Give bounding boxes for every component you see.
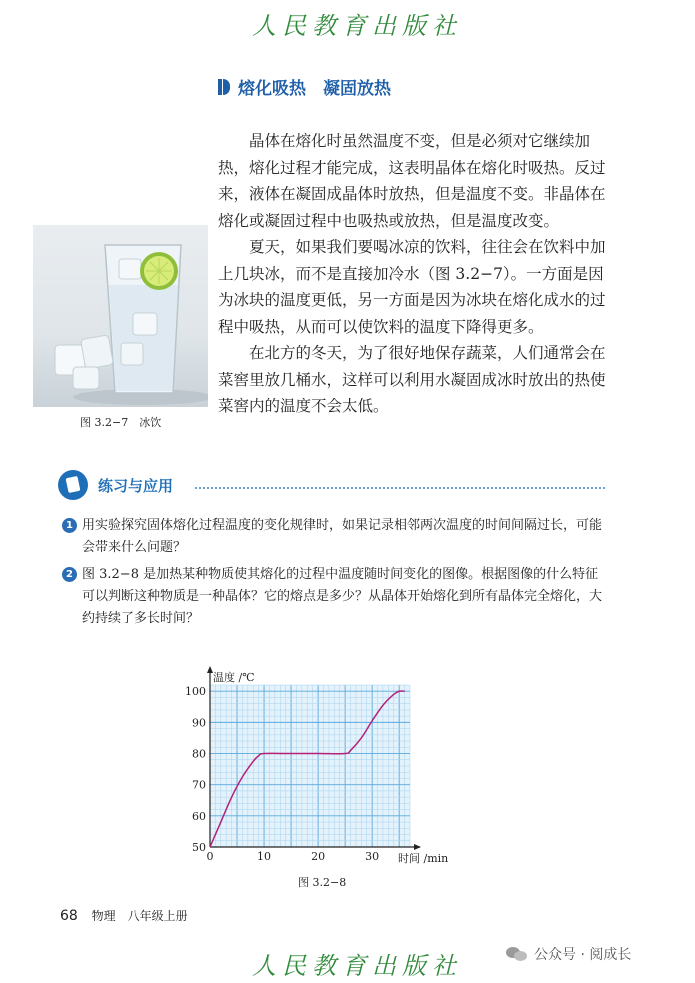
question-text: 图 3.2−8 是加热某种物质使其熔化的过程中温度随时间变化的图像。根据图像的什么特征可以判断这种物质是一种晶体？它的熔点是多少？从晶体开始熔化到所有晶体完全熔化，大约持续了多长时间？ xyxy=(82,567,603,626)
watermark-text: 公众号 · 阅成长 xyxy=(534,947,632,963)
x-tick-label: 0 xyxy=(206,850,214,863)
watermark xyxy=(506,944,631,964)
section-title-text: 熔化吸热 凝固放热 xyxy=(238,79,391,99)
chart-caption: 图 3.2−8 xyxy=(298,876,347,889)
y-tick-label: 90 xyxy=(192,716,206,730)
y-tick-label: 50 xyxy=(192,841,206,854)
book-title: 物理 八年级上册 xyxy=(91,909,188,923)
x-tick-label: 10 xyxy=(257,850,272,863)
publisher-logo-top: 人民教育出版社 xyxy=(252,12,462,40)
temperature-time-chart xyxy=(180,660,460,872)
question-text: 用实验探究固体熔化过程温度的变化规律时，如果记录相邻两次温度的时间间隔过长，可能会带来什么问题？ xyxy=(82,518,603,555)
chart-x-axis-label: 时间 /min xyxy=(398,852,449,865)
exercise-title: 练习与应用 xyxy=(98,476,174,495)
y-tick-label: 70 xyxy=(192,778,206,792)
page-footer xyxy=(60,907,188,924)
exercise-icon xyxy=(58,470,88,500)
paragraph-2: 夏天，如果我们要喝冰凉的饮料，往往会在饮料中加上几块冰，而不是直接加冷水（图 3.2−7）。一方面是因为冰块的温度更低，另一方面是因为冰块在熔化成水的过程中吸热，从而可以使饮料的温度下降得更多。 xyxy=(218,238,606,336)
iced-drink-photo xyxy=(33,225,208,407)
dotted-divider xyxy=(195,487,605,489)
exercise-header xyxy=(58,470,173,500)
photo-caption: 图 3.2−7 冰饮 xyxy=(80,416,162,429)
chart-y-axis-label: 温度 /℃ xyxy=(213,671,255,684)
question-number-badge: 2 xyxy=(62,567,77,582)
x-tick-label: 30 xyxy=(365,850,380,863)
y-tick-label: 80 xyxy=(192,747,206,761)
y-tick-label: 60 xyxy=(192,809,206,823)
x-axis-arrow-icon xyxy=(414,844,421,850)
paragraph-1: 晶体在熔化时虽然温度不变，但是必须对它继续加热，熔化过程才能完成，这表明晶体在熔化时吸热。反过来，液体在凝固成晶体时放热，但是温度不变。非晶体在熔化或凝固过程中也吸热或放热，但是温度改变。 xyxy=(218,132,606,230)
wechat-icon xyxy=(506,945,528,963)
page-number: 68 xyxy=(60,908,78,924)
question-number-badge: 1 xyxy=(62,518,77,533)
iced-drink-illustration xyxy=(33,225,208,407)
body-text xyxy=(218,128,606,420)
exercise-question-1 xyxy=(66,515,607,559)
section-marker-icon xyxy=(218,79,230,95)
exercise-question-2 xyxy=(66,564,607,630)
y-tick-label: 100 xyxy=(185,685,206,699)
paragraph-3: 在北方的冬天，为了很好地保存蔬菜，人们通常会在菜窖里放几桶水，这样可以利用水凝固成冰时放出的热使菜窖内的温度不会太低。 xyxy=(218,344,606,415)
section-title xyxy=(218,74,391,99)
publisher-logo-bottom: 人民教育出版社 xyxy=(252,952,462,980)
x-tick-label: 20 xyxy=(311,850,326,863)
